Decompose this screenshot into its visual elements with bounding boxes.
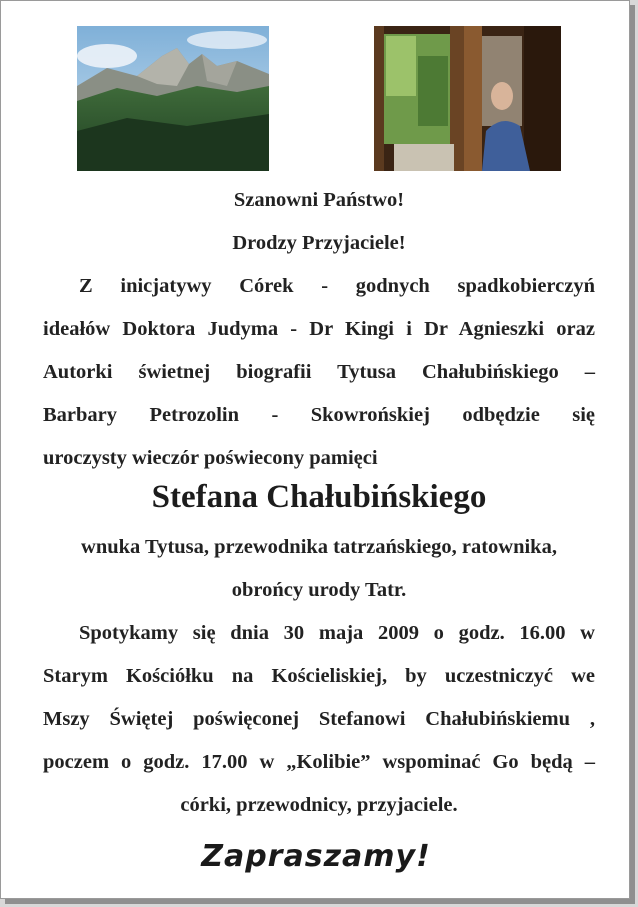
intro-line: Autorki świetnej biografii Tytusa Chałubińskiego – (43, 361, 595, 383)
event-line: córki, przewodnicy, przyjaciele. (180, 794, 458, 816)
event-line: Mszy Świętej poświęconej Stefanowi Chałubińskiemu , (43, 708, 595, 730)
mountain-landscape-photo (77, 26, 269, 171)
closing-invitation: Zapraszamy! (201, 839, 431, 874)
intro-line: uroczysty wieczór poświecony pamięci (43, 447, 378, 469)
salutation-2: Drodzy Przyjaciele! (232, 232, 406, 254)
salutation-1: Szanowni Państwo! (233, 189, 405, 211)
event-line: Starym Kościółku na Kościeliskiej, by uczestniczyć we (43, 665, 595, 687)
intro-line: Z inicjatywy Córek - godnych spadkobierczyń (79, 275, 595, 297)
portrait-photo (374, 26, 561, 171)
description-line: obrońcy urody Tatr. (231, 579, 407, 601)
intro-line: Barbary Petrozolin - Skowrońskiej odbędzie się (43, 404, 595, 426)
honoree-name: Stefana Chałubińskiego (151, 479, 487, 515)
intro-line: ideałów Doktora Judyma - Dr Kingi i Dr Agnieszki oraz (43, 318, 595, 340)
event-line: Spotykamy się dnia 30 maja 2009 o godz. 16.00 w (79, 622, 595, 644)
description-line: wnuka Tytusa, przewodnika tatrzańskiego, ratownika, (81, 536, 557, 558)
event-line: poczem o godz. 17.00 w „Kolibie” wspominać Go będą – (43, 751, 595, 773)
